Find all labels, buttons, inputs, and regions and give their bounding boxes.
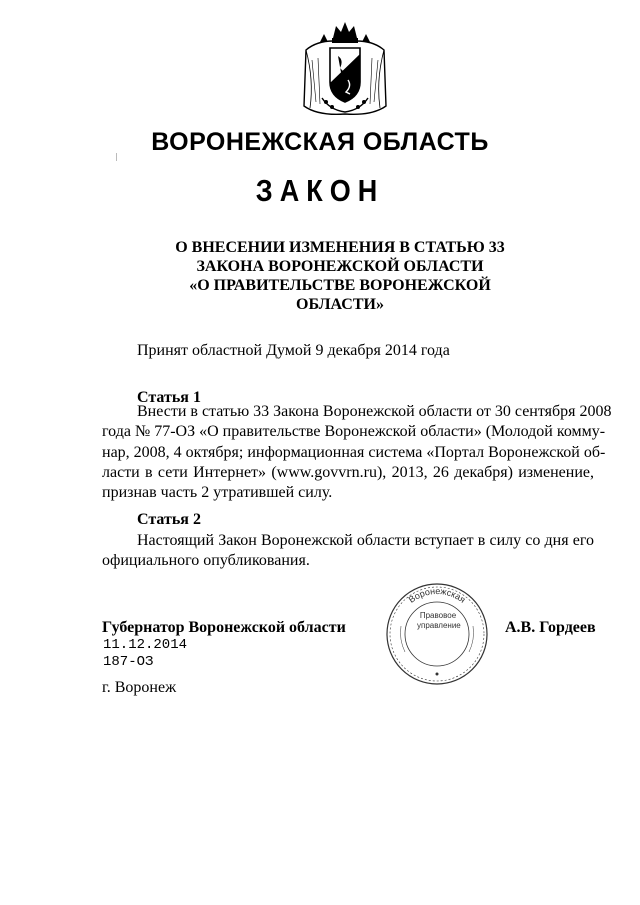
coat-of-arms-icon: [300, 20, 390, 120]
stamp-ring-text: Воронежская: [406, 585, 468, 605]
text-line: нар, 2008, 4 октября; информационная система «Портал Воронежской об-: [102, 443, 606, 461]
law-title-line: «О ПРАВИТЕЛЬСТВЕ ВОРОНЕЖСКОЙ: [189, 277, 491, 294]
signing-date: 11.12.2014: [103, 637, 188, 653]
article-1-heading: Статья 1: [137, 389, 201, 406]
law-number: 187-ОЗ: [103, 654, 154, 670]
article-1-text: [102, 402, 612, 503]
region-heading: ВОРОНЕЖСКАЯ ОБЛАСТЬ: [151, 128, 489, 156]
document-type: ЗАКОН: [255, 174, 385, 208]
signatory-position: Губернатор Воронежской области: [102, 619, 346, 636]
text-line: года № 77-ОЗ «О правительстве Воронежской области» (Молодой комму-: [102, 423, 606, 441]
text-line: Настоящий Закон Воронежской области вступает в силу со дня его: [137, 532, 594, 549]
stamp-line: Правовое: [419, 611, 457, 620]
article-2-heading: Статья 2: [137, 511, 201, 528]
article-2-text: [102, 531, 594, 572]
stamp-center-text: [417, 611, 459, 631]
signing-city: г. Воронеж: [102, 679, 177, 696]
text-line: официального опубликования.: [102, 552, 310, 570]
signatory-name: А.В. Гордеев: [505, 619, 596, 636]
text-line: признав часть 2 утратившей силу.: [102, 484, 333, 502]
law-title: [120, 238, 560, 314]
stamp-line: управление: [417, 621, 461, 630]
text-line: ласти в сети Интернет» (www.govvrn.ru), 2013, 26 декабря) изменение,: [102, 463, 594, 481]
adoption-note: Принят областной Думой 9 декабря 2014 года: [137, 342, 450, 359]
law-title-line: ОБЛАСТИ»: [296, 296, 384, 313]
text-line: Внести в статью 33 Закона Воронежской области от 30 сентября 2008: [137, 403, 612, 420]
law-title-line: О ВНЕСЕНИИ ИЗМЕНЕНИЯ В СТАТЬЮ 33: [175, 239, 505, 256]
law-title-line: ЗАКОНА ВОРОНЕЖСКОЙ ОБЛАСТИ: [196, 258, 484, 275]
seal-stamp-icon: [385, 582, 489, 686]
